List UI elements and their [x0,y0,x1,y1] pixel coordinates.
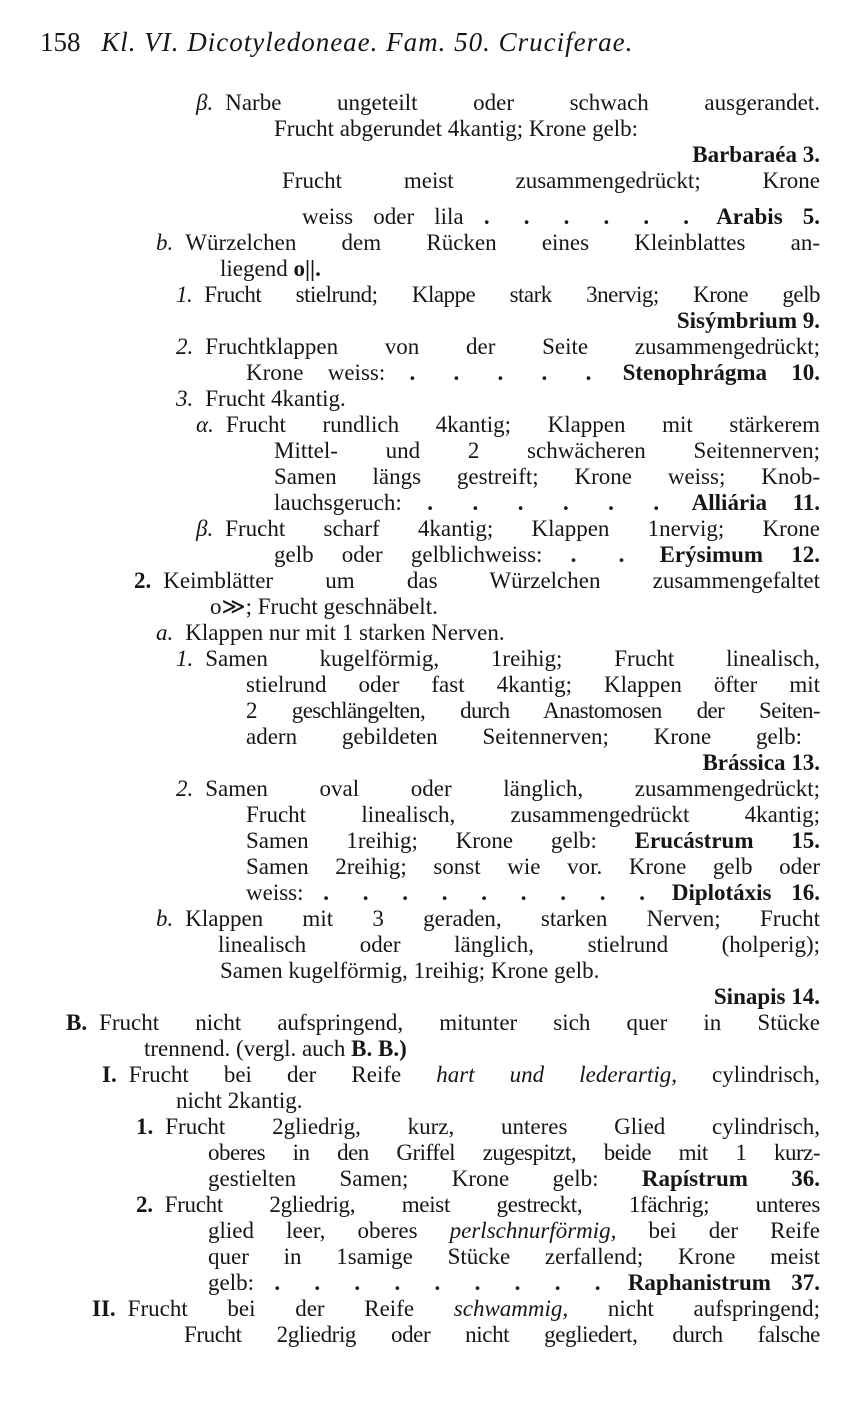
key-text: Samen 2reihig; sonst wie vor. Krone gelb oder [246,854,820,879]
page-header [40,26,820,58]
key-text: adern gebildeten Seitennerven; Krone gelb: [246,724,802,749]
genus-number: 16. [791,880,821,905]
key-marker: 2. [176,334,194,359]
key-line [274,116,820,142]
key-line [144,1036,820,1062]
genus-name: Brássica [702,750,786,775]
key-text: Mittel- und 2 schwächeren Seitennerven; [274,438,820,463]
genus-name: Alliária [691,490,768,515]
key-line [176,386,820,412]
dot-leader: . . . . . . [483,204,697,229]
key-line [66,1010,820,1036]
genus-number: 36. [791,1166,821,1191]
key-text: Keimblätter um das Würzelchen zusammengefaltet [163,568,820,593]
key-text: Würzelchen dem Rücken eines Kleinblattes an- [185,230,820,255]
key-text: nicht 2kantig. [176,1088,303,1113]
key-line [92,1296,820,1322]
key-line [274,490,820,516]
running-title: Kl. VI. Dicotyledoneae. Fam. 50. Cruciferae. [101,27,634,57]
key-text: weiss: [246,880,304,905]
key-line [156,620,820,646]
key-line [246,724,802,750]
key-text: gelb oder gelblichweiss: [274,542,543,567]
key-marker: I. [102,1062,117,1087]
key-marker: b. [156,230,174,255]
key-text: stielrund oder fast 4kantig; Klappen öfter mit [246,672,820,697]
page-number: 158 [40,27,81,57]
key-text: Samen kugelförmig, 1reihig; Frucht linealisch, [205,646,820,671]
key-line [246,672,820,698]
dot-leader: . . . . . [409,360,599,385]
key-line [196,516,820,542]
key-text: Krone weiss: [246,360,386,385]
key-line [176,308,820,334]
key-text: Klappen mit 3 geraden, starken Nerven; Frucht [185,906,820,931]
key-marker: 1. [176,646,194,671]
key-text: Samen 1reihig; Krone gelb: [246,828,597,853]
key-line [302,204,820,230]
key-text: lauchsgeruch: [274,490,402,515]
key-line [208,1244,820,1270]
key-text: Samen kugelförmig, 1reihig; Krone gelb. [220,958,600,983]
key-line [156,906,820,932]
key-line [246,698,820,724]
key-line [220,984,820,1010]
key-text: bei der Reife [648,1218,820,1243]
key-marker: 2. [176,776,194,801]
key-marker: 2. [134,568,152,593]
key-text: weiss oder lila [302,204,464,229]
key-text: Frucht rundlich 4kantig; Klappen mit stärkerem [225,412,820,437]
key-line [208,1218,820,1244]
key-text: Frucht 2gliedrig, meist gestreckt, 1fächrig; unteres [164,1192,820,1217]
key-line [176,334,820,360]
key-line [246,750,820,776]
key-text: Frucht nicht aufspringend, mitunter sich quer in Stücke [99,1010,820,1035]
key-text: glied leer, oberes [208,1218,418,1243]
key-text: linealisch oder länglich, stielrund (holperig); [218,932,820,957]
genus-number: 37. [791,1270,821,1295]
key-line [246,802,820,828]
key-marker: a. [156,620,174,645]
key-marker: 3. [176,386,194,411]
key-text: Frucht linealisch, zusammengedrückt 4kantig; [246,802,820,827]
dot-leader: . . . . . . [427,490,667,515]
genus-name: Arabis [716,204,783,229]
key-marker: α. [196,412,214,437]
position-symbol: o||. [293,256,321,281]
key-text: liegend [220,256,288,281]
key-line [156,230,820,256]
key-line [102,1062,820,1088]
key-marker: β. [196,516,214,541]
genus-name: Sinapis [713,984,786,1009]
key-marker: β. [196,90,214,115]
key-marker: B. [66,1010,88,1035]
key-text: Samen oval oder länglich, zusammengedrückt; [205,776,820,801]
key-text: 2 geschlängelten, durch Anastomosen der Seiten- [246,698,820,723]
genus-name: Sisýmbrium [676,308,797,333]
genus-number: 3. [802,142,820,167]
key-line [208,1166,820,1192]
dot-leader: . . [570,542,632,567]
genus-name: Stenophrágma [622,360,767,385]
key-text-italic: schwammig, [453,1296,569,1321]
key-text: Klappen nur mit 1 starken Nerven. [185,620,505,645]
key-line [176,282,820,308]
key-text: Frucht scharf 4kantig; Klappen 1nervig; Krone [225,516,820,541]
key-marker: II. [92,1296,116,1321]
cross-reference: B. B.) [351,1036,407,1061]
key-text: Frucht 4kantig. [205,386,346,411]
key-marker: 1. [136,1114,154,1139]
key-line [246,854,820,880]
dot-leader: . . . . . . . . . [274,1270,608,1295]
key-line [208,1140,820,1166]
key-text: cylindrisch, [712,1062,820,1087]
key-line [176,1088,820,1114]
key-text: gelb: [208,1270,254,1295]
genus-number: 5. [802,204,821,229]
key-line [246,360,820,386]
key-marker: b. [156,906,174,931]
key-line [196,412,820,438]
key-line [176,776,820,802]
key-line [246,880,820,906]
key-line [220,958,820,984]
genus-number: 13. [791,750,820,775]
key-text: Narbe ungeteilt oder schwach ausgerandet. [225,90,820,115]
genus-number: 14. [791,984,820,1009]
key-line [134,568,820,594]
key-text: Frucht abgerundet 4kantig; Krone gelb: [274,116,639,141]
key-line [136,1192,820,1218]
genus-number: 9. [802,308,820,333]
key-line [274,438,820,464]
dot-leader: . . . . . . . . . [323,880,653,905]
key-line [136,1114,820,1140]
key-text: Samen längs gestreift; Krone weiss; Knob- [274,464,820,489]
genus-name: Barbaraéa [692,142,797,167]
genus-name: Diplotáxis [671,880,772,905]
key-line [218,932,820,958]
key-text: nicht aufspringend; [607,1296,821,1321]
key-line [184,1322,820,1348]
key-text: oberes in den Griffel zugespitzt, beide mit 1 kurz- [208,1140,820,1165]
key-marker: 1. [176,282,193,307]
key-text-italic: hart und lederartig, [436,1062,677,1087]
key-text: Frucht 2gliedrig, kurz, unteres Glied cylindrisch, [165,1114,820,1139]
key-line [282,168,820,194]
genus-number: 10. [791,360,821,385]
key-text-italic: perlschnurförmig, [449,1218,617,1243]
key-text: trennend. (vergl. auch [144,1036,346,1061]
key-text: Fruchtklappen von der Seite zusammengedrückt; [205,334,820,359]
key-text: Frucht 2gliedrig oder nicht gegliedert, durch falsche [184,1322,820,1347]
key-line [274,542,820,568]
key-text: Frucht bei der Reife [127,1296,415,1321]
genus-number: 12. [791,542,821,567]
key-text: gestielten Samen; Krone gelb: [208,1166,599,1191]
genus-name: Rapístrum [641,1166,748,1191]
genus-number: 15. [791,828,820,853]
key-line [208,1270,820,1296]
key-line [210,594,820,620]
key-line [274,464,820,490]
key-line [196,90,820,116]
genus-name: Raphanistrum [627,1270,771,1295]
key-line [246,828,820,854]
key-marker: 2. [136,1192,153,1217]
key-line [176,646,820,672]
key-text: Frucht meist zusammengedrückt; Krone [282,168,820,193]
key-line [220,256,820,282]
genus-number: 11. [792,490,821,515]
genus-name: Erucástrum [634,828,754,853]
key-line [274,142,820,168]
key-text: Frucht geschnäbelt. [257,594,438,619]
key-text: Frucht stielrund; Klappe stark 3nervig; Krone gelb [204,282,820,307]
genus-name: Erýsimum [659,542,764,567]
position-symbol: o≫; [210,594,252,619]
key-text: quer in 1samige Stücke zerfallend; Krone meist [208,1244,820,1269]
key-text: Frucht bei der Reife [128,1062,402,1087]
